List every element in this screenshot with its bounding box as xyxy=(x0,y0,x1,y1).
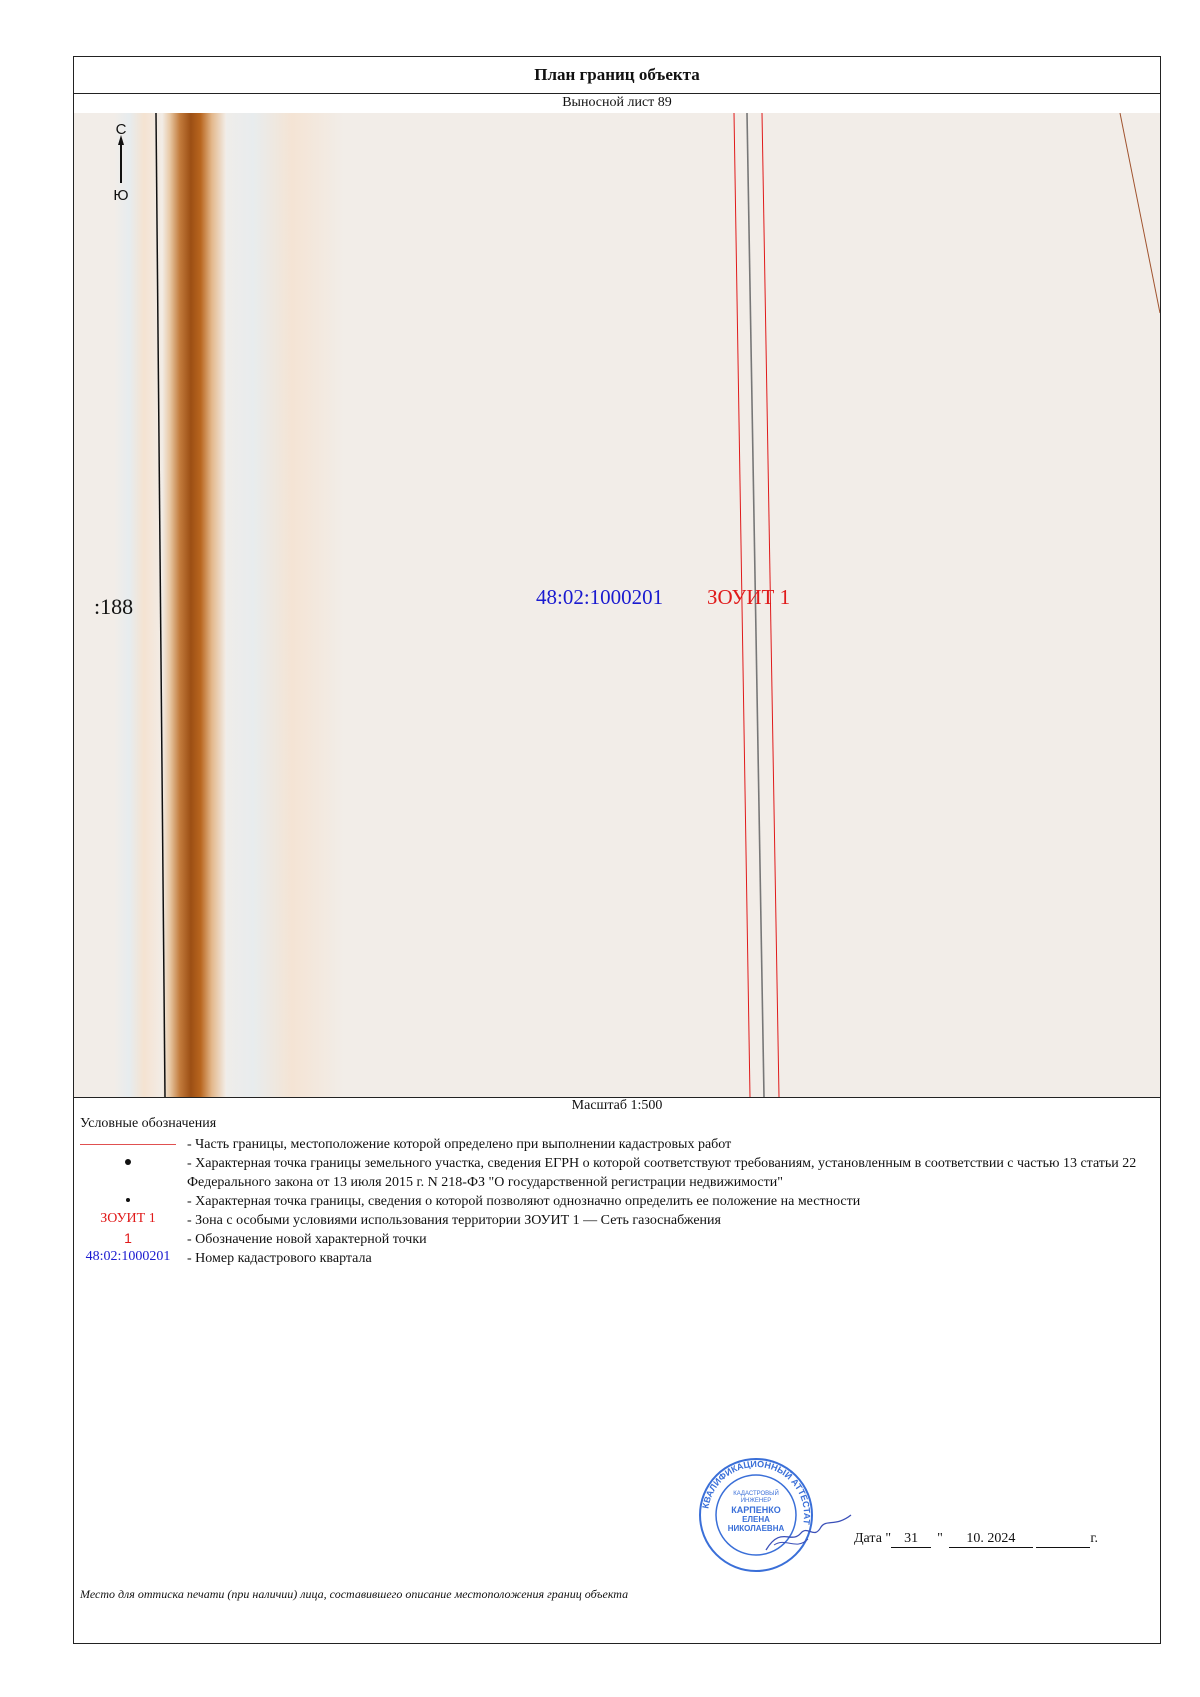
scale-label: Масштаб 1:500 xyxy=(571,1098,663,1113)
date-day: 31 xyxy=(891,1531,931,1548)
svg-text:КАДАСТРОВЫЙ: КАДАСТРОВЫЙ xyxy=(733,1491,779,1497)
south-label: Ю xyxy=(113,187,129,204)
svg-text:ЕЛЕНА: ЕЛЕНА xyxy=(742,1515,770,1524)
north-label: С xyxy=(115,121,127,138)
big-point-icon xyxy=(78,1154,178,1170)
svg-text:НИКОЛАЕВНА: НИКОЛАЕВНА xyxy=(727,1524,785,1533)
parcel-number-label: :188 xyxy=(94,594,134,619)
road-band xyxy=(162,113,226,1097)
legend-item: - Характерная точка границы земельного участка, сведения ЕГРН о которой соответствуют требованиям, установленным в соответствии с частью 13 статьи 22 Федерального закона от 13 июля 2015 г. N 218-ФЗ "О государственной регистрации недвижимости" xyxy=(74,1154,1160,1192)
haze-right xyxy=(214,113,344,1097)
svg-text:ИНЖЕНЕР: ИНЖЕНЕР xyxy=(740,1498,772,1504)
legend-item: - Часть границы, местоположение которой определено при выполнении кадастровых работ xyxy=(74,1135,1160,1154)
quarter-number-label: 48:02:1000201 xyxy=(536,585,664,609)
new-point-symbol: 1 xyxy=(124,1230,132,1246)
sheet-subtitle: Выносной лист 89 xyxy=(74,93,1160,114)
legend-item: 1 - Обозначение новой характерной точки xyxy=(74,1230,1160,1249)
svg-text:КАРПЕНКО: КАРПЕНКО xyxy=(731,1505,781,1515)
legend xyxy=(74,1135,1160,1268)
date-blank xyxy=(1036,1531,1090,1548)
date-month-year: 10. 2024 xyxy=(949,1531,1033,1548)
engineer-stamp xyxy=(696,1455,876,1585)
zone-label: ЗОУИТ 1 xyxy=(707,585,791,609)
zone-symbol: ЗОУИТ 1 xyxy=(100,1211,156,1226)
svg-text:КВАЛИФИКАЦИОННЫЙ АТТЕСТАТ: КВАЛИФИКАЦИОННЫЙ АТТЕСТАТ xyxy=(700,1458,813,1526)
plan-sheet xyxy=(73,56,1161,1644)
neighbor-boundary-line xyxy=(1120,113,1160,313)
legend-item: - Характерная точка границы, сведения о которой позволяют однозначно определить ее положение на местности xyxy=(74,1192,1160,1211)
legend-item: 48:02:1000201 - Номер кадастрового квартала xyxy=(74,1249,1160,1268)
red-boundary-symbol xyxy=(80,1144,176,1145)
map-canvas xyxy=(74,113,1160,1097)
map-area[interactable] xyxy=(74,113,1160,1098)
quarter-symbol: 48:02:1000201 xyxy=(85,1249,171,1264)
stamp-place-note: Место для оттиска печати (при наличии) лица, составившего описание местоположения границ объекта xyxy=(80,1587,629,1601)
legend-title: Условные обозначения xyxy=(80,1116,217,1131)
page-title: План границ объекта xyxy=(74,57,1160,94)
date-line: Дата " 31 " 10. 2024 г. xyxy=(854,1531,1099,1546)
legend-item: ЗОУИТ 1 - Зона с особыми условиями использования территории ЗОУИТ 1 — Сеть газоснабжения xyxy=(74,1211,1160,1230)
small-point-icon xyxy=(78,1192,178,1208)
